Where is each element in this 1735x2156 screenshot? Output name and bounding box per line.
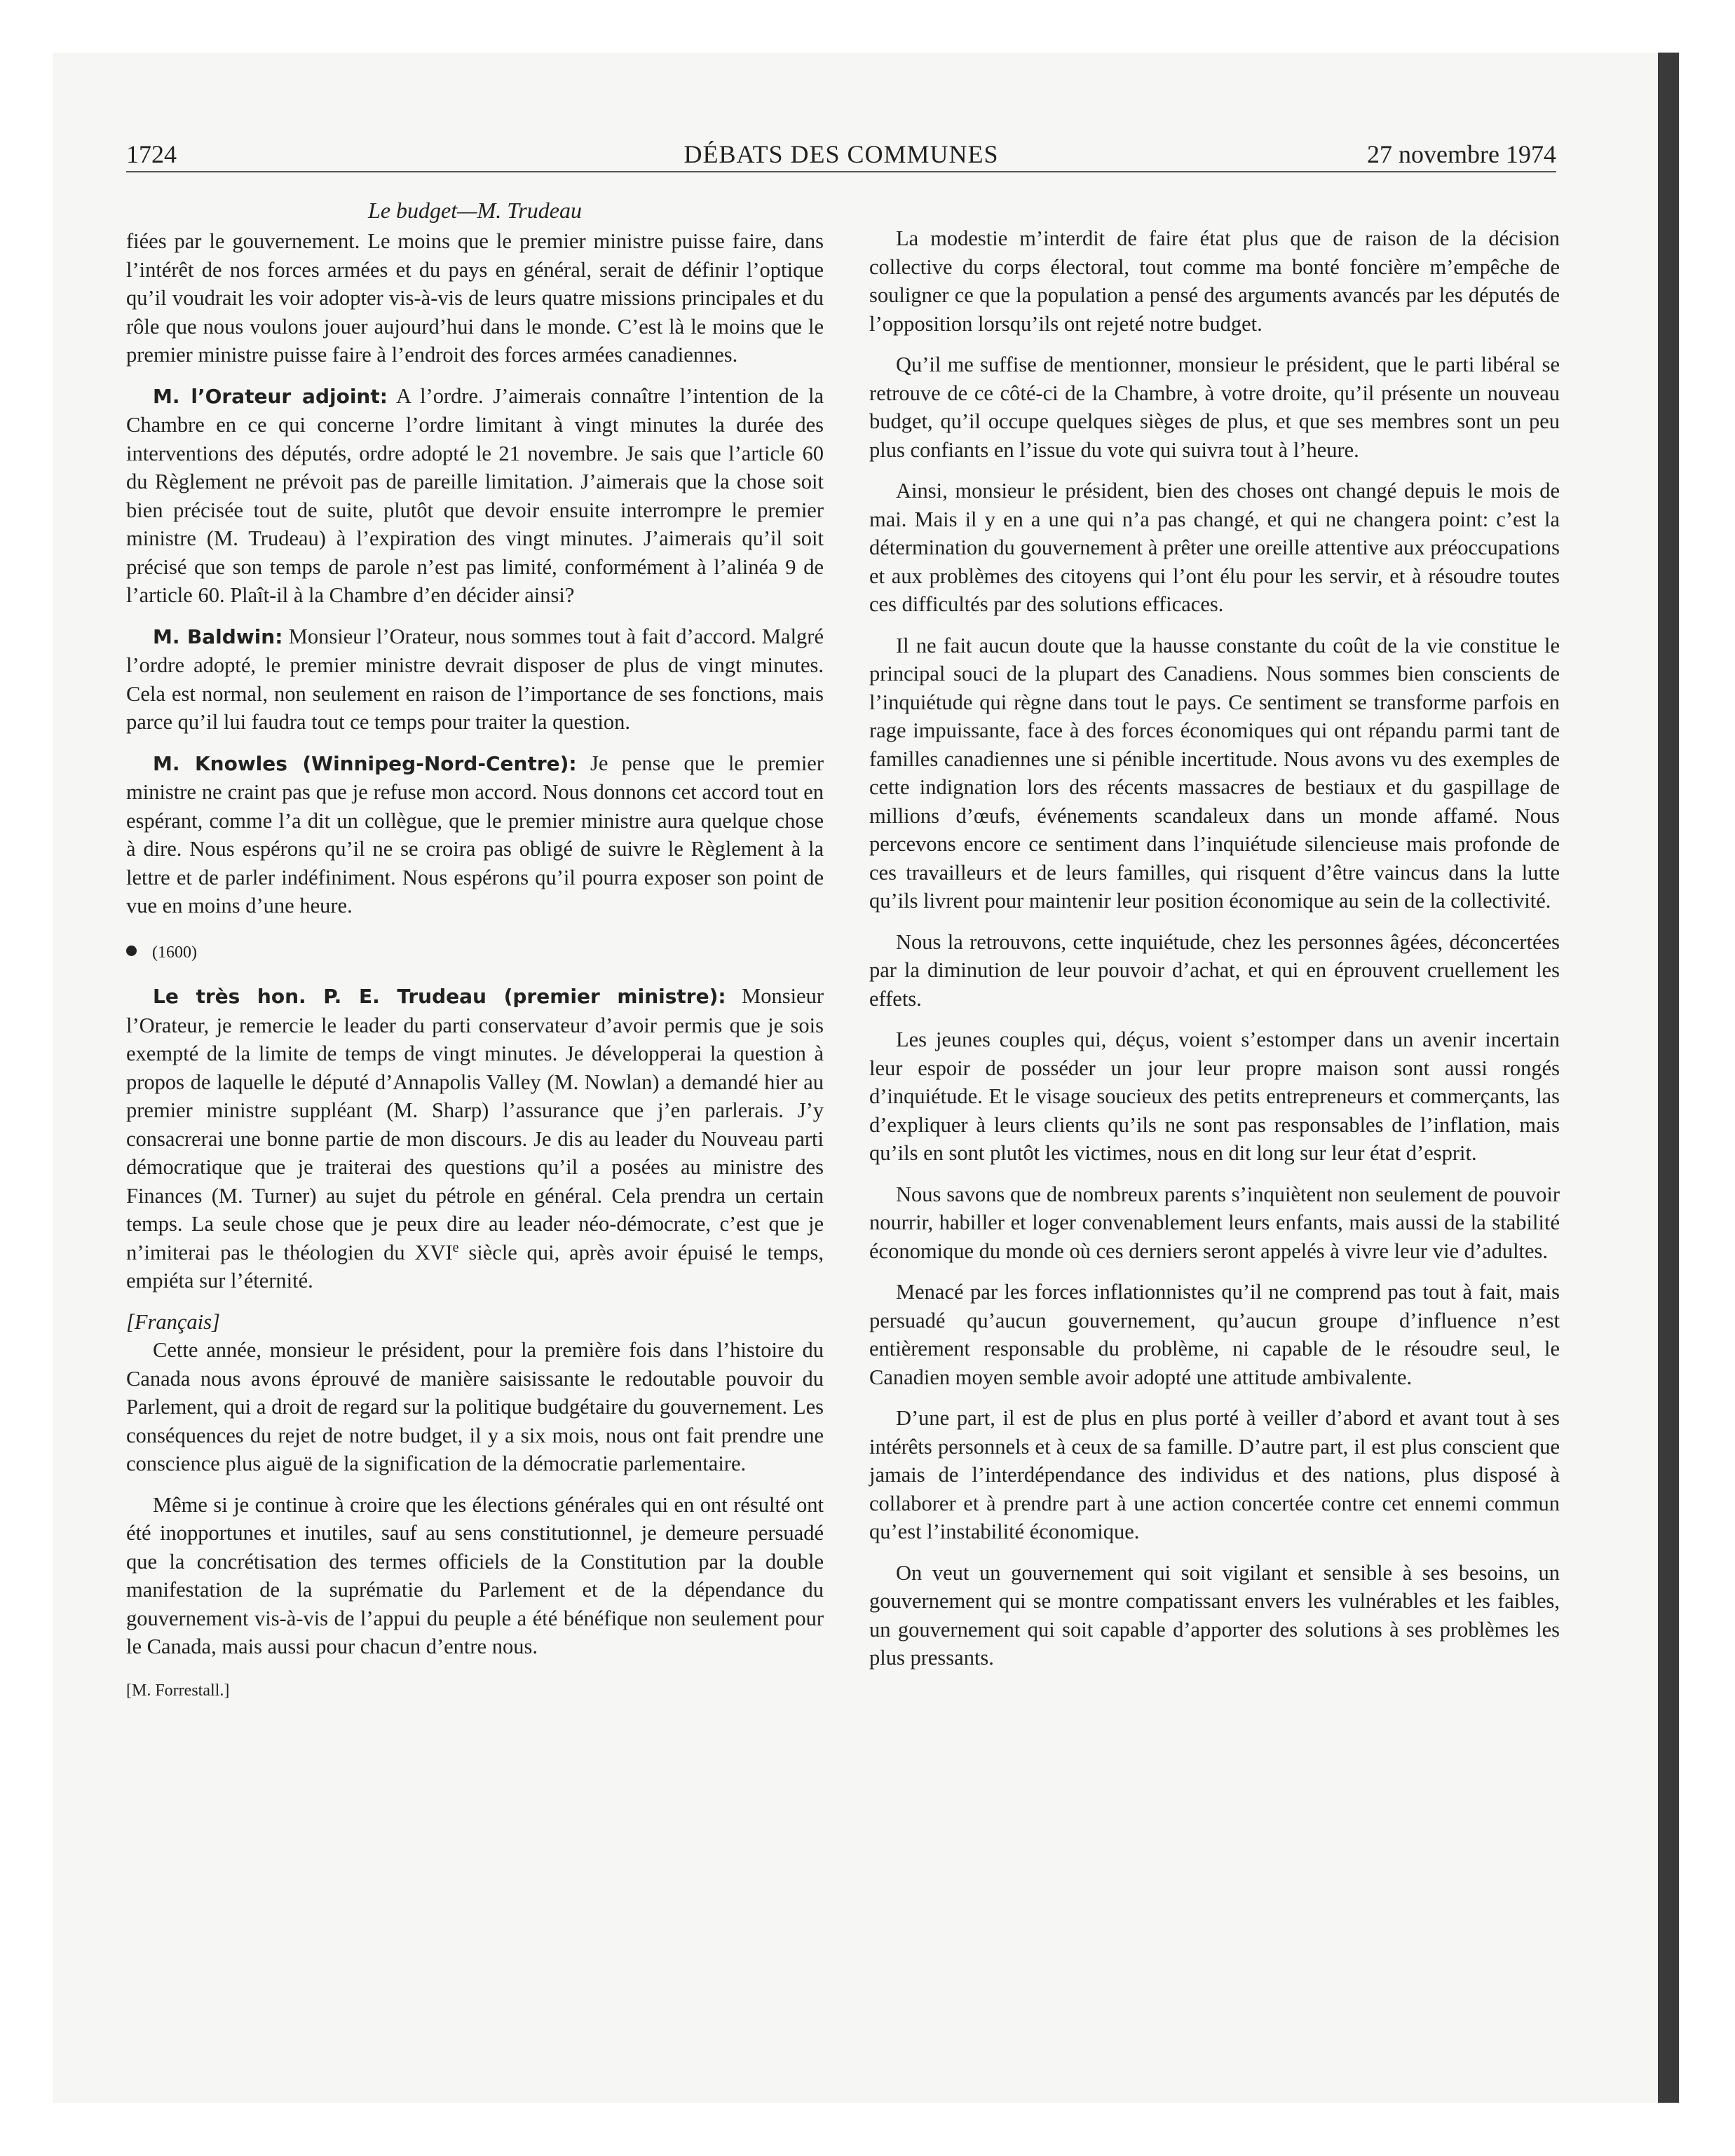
paragraph: La modestie m’interdit de faire état plus que de raison de la décision collective du corps électoral, tout comme ma bonté foncière m’empêche de souligner ce que la population a pensé des arguments avancés par les députés de l’opposition lorsqu’ils ont rejeté notre budget. [869, 226, 1560, 336]
paragraph: Menacé par les forces inflationnistes qu’il ne comprend pas tout à fait, mais persuadé qu’aucun gouvernement, qu’aucun groupe d’influence n’est entièrement responsable du problème, ni capable de le résoudre seul, le Canadien moyen semble avoir adopté une attitude ambivalente. [869, 1280, 1560, 1389]
page-header [126, 140, 1556, 172]
paragraph [126, 382, 824, 610]
speech-text: A l’ordre. J’aimerais connaître l’intention de la Chambre en ce qui concerne l’ordre limitant à vingt minutes la durée des interventions des députés, ordre adopté le 21 novembre. Je sais que l’article 60 du Règlement ne prévoit pas de pareille limitation. J’aimerais que la chose soit bien précisée tout de suite, plutôt que devoir ensuite interrompre le premier ministre (M. Trudeau) à l’expiration des vingt minutes. J’aimerais qu’il soit précisé que son temps de parole n’est pas limité, conformément à l’alinéa 9 de l’article 60. Plaît-il à la Chambre d’en décider ainsi? [126, 383, 824, 607]
paragraph: Nous la retrouvons, cette inquiétude, chez les personnes âgées, déconcertées par la diminution de leur pouvoir d’achat, et qui en éprouvent cruellement les effets. [869, 929, 1560, 1011]
speaker-name: Le très hon. P. E. Trudeau (premier ministre): [153, 985, 726, 1008]
running-head: Le budget—M. Trudeau [368, 198, 582, 223]
paragraph [126, 622, 824, 737]
paragraph: On veut un gouvernement qui soit vigilant et sensible à ses besoins, un gouvernement qui se montre compatissant envers les vulnérables et les faibles, un gouvernement qui soit capable d’apporter des solutions à ses problèmes les plus pressants. [869, 1560, 1560, 1670]
paragraph: Il ne fait aucun doute que la hausse constante du coût de la vie constitue le principal souci de la plupart des Canadiens. Nous sommes bien conscients de l’inquiétude qui règne dans tout le pays. Ce sentiment se transforme parfois en rage impuissante, face à des forces économiques qui ont répandu parmi tant de familles canadiennes une si pénible incertitude. Nous avons vu des exemples de cette indignation lors des récents massacres de bestiaux et du gaspillage de millions d’œufs, événements scandaleux dans un monde affamé. Nous percevons encore ce sentiment dans l’inquiétude silencieuse mais profonde de ces travailleurs et de leurs familles, qui risquent d’être vaincus dans la lutte qu’ils livrent pour maintenir leur position économique au sein de la collectivité. [869, 633, 1560, 913]
language-tag: [Français] [126, 1309, 220, 1334]
paragraph: Cette année, monsieur le président, pour la première fois dans l’histoire du Canada nous avons éprouvé de manière saisissante le redoutable pouvoir du Parlement, qui a droit de regard sur la politique budgétaire du gouvernement. Les conséquences du rejet de notre budget, il y a six mois, nous ont fait prendre une conscience plus aiguë de la signification de la démocratie parlementaire. [126, 1338, 824, 1475]
speech-text: Monsieur l’Orateur, nous sommes tout à fait d’accord. Malgré l’ordre adopté, le premier ministre devrait disposer de plus de vingt minutes. Cela est normal, non seulement en raison de l’importance de ses fonctions, mais parce qu’il lui faudra tout ce temps pour traiter la question. [126, 624, 824, 734]
time-marker [126, 939, 824, 967]
paragraph: Ainsi, monsieur le président, bien des choses ont changé depuis le mois de mai. Mais il y en a une qui n’a pas changé, et qui ne changera point: c’est la détermination du gouvernement à prêter une oreille attentive aux préoccupations et aux problèmes des citoyens qui l’ont élu pour les servir, et à résoudre toutes ces difficultés par des solutions efficaces. [869, 479, 1560, 616]
speech-text: siècle qui, après avoir épuisé le temps, empiéta sur l’éternité. [126, 1240, 824, 1292]
paragraph: Qu’il me suffise de mentionner, monsieur le président, que le parti libéral se retrouve de ce côté-ci de la Chambre, à votre droite, qu’il présente un nouveau budget, qu’il occupe quelques sièges de plus, et que ses membres sont un peu plus confiants en l’issue du vote qui suivra tout à l’heure. [869, 353, 1560, 462]
left-column [126, 196, 824, 1717]
speaker-name: M. Knowles (Winnipeg-Nord-Centre): [153, 751, 577, 775]
speech-text: Monsieur l’Orateur, je remercie le leader du parti conservateur d’avoir permis que je sois exempté de la limite de temps de vingt minutes. Je développerai la question à propos de laquelle le député d’Annapolis Valley (M. Nowlan) a demandé hier au premier ministre suppléant (M. Sharp) l’assurance que j’en parlerais. J’y consacrerai une bonne partie de mon discours. Je dis au leader du Nouveau parti démocratique que je traiterai des questions qu’il a posées au ministre des Finances (M. Turner) au sujet du pétrole en général. Cela prendra un certain temps. La seule chose que je peux dire au leader néo-démocrate, c’est que je n’imiterai pas le théologien du XVI [126, 984, 824, 1264]
publication-title: DÉBATS DES COMMUNES [683, 140, 999, 168]
speaker-name: M. Baldwin: [153, 625, 283, 648]
paragraph: Même si je continue à croire que les élections générales qui en ont résulté ont été inopportunes et inutiles, sauf au sens constitutionnel, je demeure persuadé que la concrétisation des termes officiels de la Constitution par la double manifestation de la suprématie du Parlement et de la dépendance du gouvernement vis-à-vis de l’appui du peuple a été bénéfique non seulement pour le Canada, mais aussi pour chacun d’entre nous. [126, 1492, 824, 1658]
paragraph: Les jeunes couples qui, déçus, voient s’estomper dans un avenir incertain leur espoir de posséder un jour leur propre maison sont aussi rongés d’inquiétude. Et le visage soucieux des petits entrepreneurs et commerçants, las d’expliquer à leurs clients qu’ils ne sont pas responsables de l’inflation, mais qu’ils en sont plutôt les victimes, nous en dit long sur leur état d’esprit. [869, 1028, 1560, 1165]
paragraph [126, 749, 824, 920]
superscript: e [452, 1239, 459, 1255]
bullet-icon [126, 946, 137, 956]
right-column [869, 224, 1560, 1685]
footer-note: [M. Forrestall.] [126, 1681, 230, 1700]
page-number: 1724 [126, 140, 177, 168]
paragraph: fiées par le gouvernement. Le moins que le premier ministre puisse faire, dans l’intérêt de nos forces armées et du pays en général, serait de définir l’optique qu’il voudrait les voir adopter vis-à-vis de leurs quatre missions principales et du rôle que nous voulons jouer aujourd’hui dans le monde. C’est là le moins que le premier ministre puisse faire à l’endroit des forces armées canadiennes. [126, 229, 824, 367]
paragraph: D’une part, il est de plus en plus porté à veiller d’abord et avant tout à ses intérêts personnels et à ceux de sa famille. D’autre part, il est plus conscient que jamais de l’interdépendance des individus et des nations, plus disposé à collaborer et à prendre part à une action concertée contre cet ennemi commun qu’est l’instabilité économique. [869, 1406, 1560, 1543]
speech-text: Je pense que le premier ministre ne craint pas que je refuse mon accord. Nous donnons cet accord tout en espérant, comme l’a dit un collègue, que le premier ministre aura quelque chose à dire. Nous espérons qu’il ne se croira pas obligé de suivre le Règlement à la lettre et de parler indéfiniment. Nous espérons qu’il pourra exposer son point de vue en moins d’une heure. [126, 751, 824, 917]
time-marker-text: (1600) [152, 943, 197, 962]
scan-edge [1658, 53, 1679, 2103]
speaker-name: M. l’Orateur adjoint: [153, 384, 388, 408]
publication-date: 27 novembre 1974 [1367, 140, 1556, 168]
paragraph [126, 982, 824, 1295]
paragraph: Nous savons que de nombreux parents s’inquiètent non seulement de pouvoir nourrir, habiller et loger convenablement leurs enfants, mais aussi de la stabilité économique du monde où ces derniers seront appelés à vivre leur vie d’adultes. [869, 1182, 1560, 1263]
